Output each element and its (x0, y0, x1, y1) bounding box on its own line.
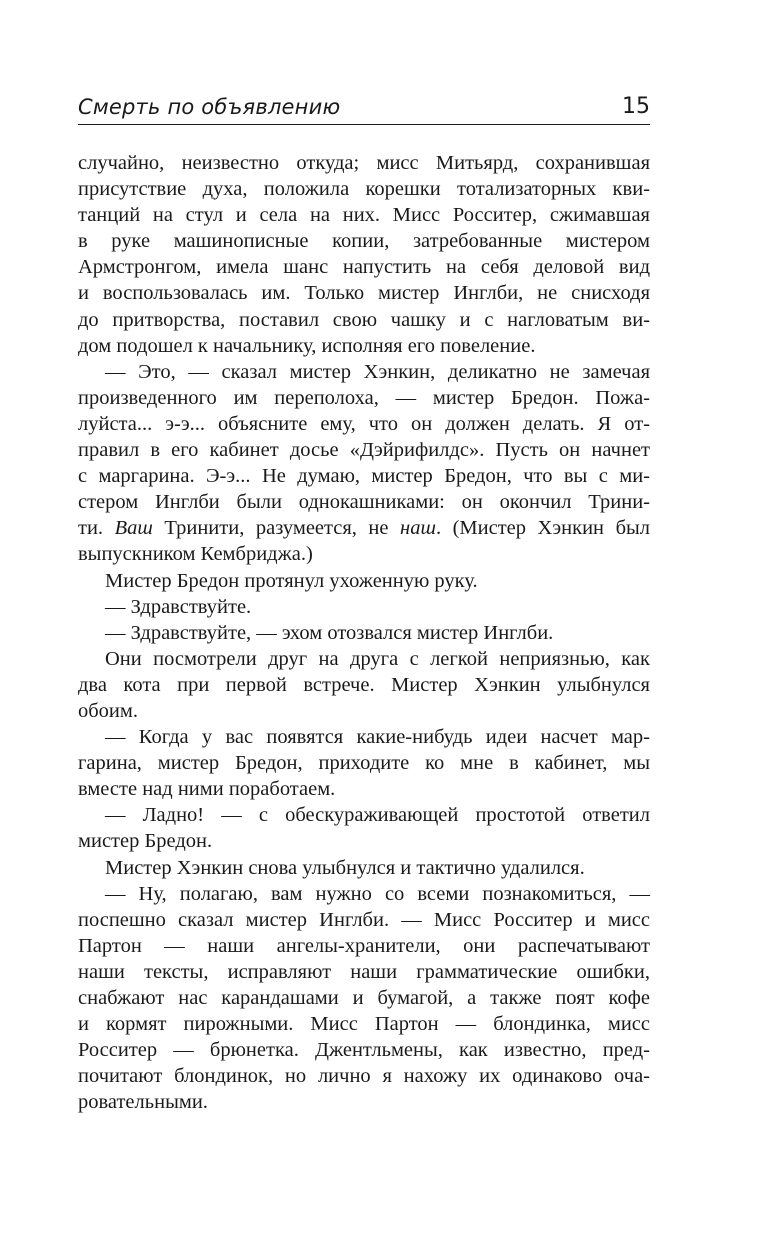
text-line: случайно, неизвестно откуда; мисс Митьярд, сохранившая (78, 152, 650, 174)
text-line: гарина, мистер Бредон, приходите ко мне в кабинет, мы (78, 752, 650, 775)
text-line: мистер Бредон. (78, 830, 213, 853)
text-line: почитают блондинок, но лично я нахожу их одинаково оча- (78, 1065, 650, 1088)
text-line: с маргарина. Э-э... Не думаю, мистер Бредон, что вы с ми- (78, 465, 650, 488)
text-line: обоим. (78, 699, 138, 722)
emphasis-vash: Ваш (114, 517, 153, 540)
text-segment: Тринити, разумеется, не (152, 517, 401, 540)
text-line: — Ну, полагаю, вам нужно со всеми познакомиться, — (105, 882, 650, 905)
body-text (78, 150, 650, 1115)
text-line: дом подошел к начальнику, исполняя его повеление. (78, 334, 536, 357)
text-line: два кота при первой встрече. Мистер Хэнкин улыбнулся (78, 673, 650, 696)
text-line: Мистер Бредон протянул ухоженную руку. (105, 569, 478, 592)
running-title: Смерть по объявлению (78, 95, 341, 119)
text-line: выпускником Кембриджа.) (78, 543, 313, 566)
text-line: Мистер Хэнкин снова улыбнулся и тактично удалился. (105, 856, 585, 879)
text-line: до притворства, поставил свою чашку и с нагловатым ви- (78, 308, 650, 331)
text-line: поспешно сказал мистер Инглби. — Мисс Росситер и мисс (78, 908, 650, 931)
text-line: танций на стул и села на них. Мисс Росситер, сжимавшая (78, 204, 650, 227)
text-line: Партон — наши ангелы-хранители, они распечатывают (78, 934, 650, 957)
text-line: вместе над ними поработаем. (78, 778, 336, 801)
text-line: Армстронгом, имела шанс напустить на себя деловой вид (78, 256, 650, 279)
text-line: — Когда у вас появятся какие-нибудь идеи насчет мар- (105, 726, 650, 749)
text-line: правил в его кабинет досье «Дэйрифилдс». Пусть он начнет (78, 439, 650, 462)
text-line: — Здравствуйте, — эхом отозвался мистер Инглби. (105, 621, 554, 644)
running-head (78, 84, 650, 125)
text-line: присутствие духа, положила корешки тотализаторных кви- (78, 178, 650, 201)
text-line: Росситер — брюнетка. Джентльмены, как известно, пред- (78, 1039, 650, 1062)
text-line: — Здравствуйте. (105, 595, 252, 618)
text-line: произведенного им переполоха, — мистер Бредон. Пожа- (78, 386, 650, 409)
text-line: — Это, — сказал мистер Хэнкин, деликатно не замечая (105, 360, 650, 383)
emphasis-nash: наш (400, 517, 436, 540)
text-line: наши тексты, исправляют наши грамматические ошибки, (78, 960, 650, 983)
text-line: луйста... э-э... объясните ему, что он должен делать. Я от- (78, 412, 650, 435)
text-line: стером Инглби были однокашниками: он окончил Трини- (78, 491, 650, 514)
text-line: в руке машинописные копии, затребованные мистером (78, 230, 650, 253)
text-line: ровательными. (78, 1091, 208, 1114)
text-line: — Ладно! — с обескураживающей простотой ответил (105, 804, 650, 827)
text-line-with-emphasis (78, 515, 650, 541)
text-segment: ти. (78, 517, 115, 540)
text-segment: . (Мистер Хэнкин был (435, 517, 650, 540)
page-number: 15 (622, 94, 650, 119)
text-line: и кормят пирожными. Мисс Партон — блондинка, мисс (78, 1013, 650, 1036)
text-line: снабжают нас карандашами и бумагой, а также поят кофе (78, 987, 650, 1009)
text-line: Они посмотрели друг на друга с легкой неприязнью, как (105, 647, 650, 670)
text-line: и воспользовалась им. Только мистер Инглби, не снисходя (78, 282, 650, 305)
